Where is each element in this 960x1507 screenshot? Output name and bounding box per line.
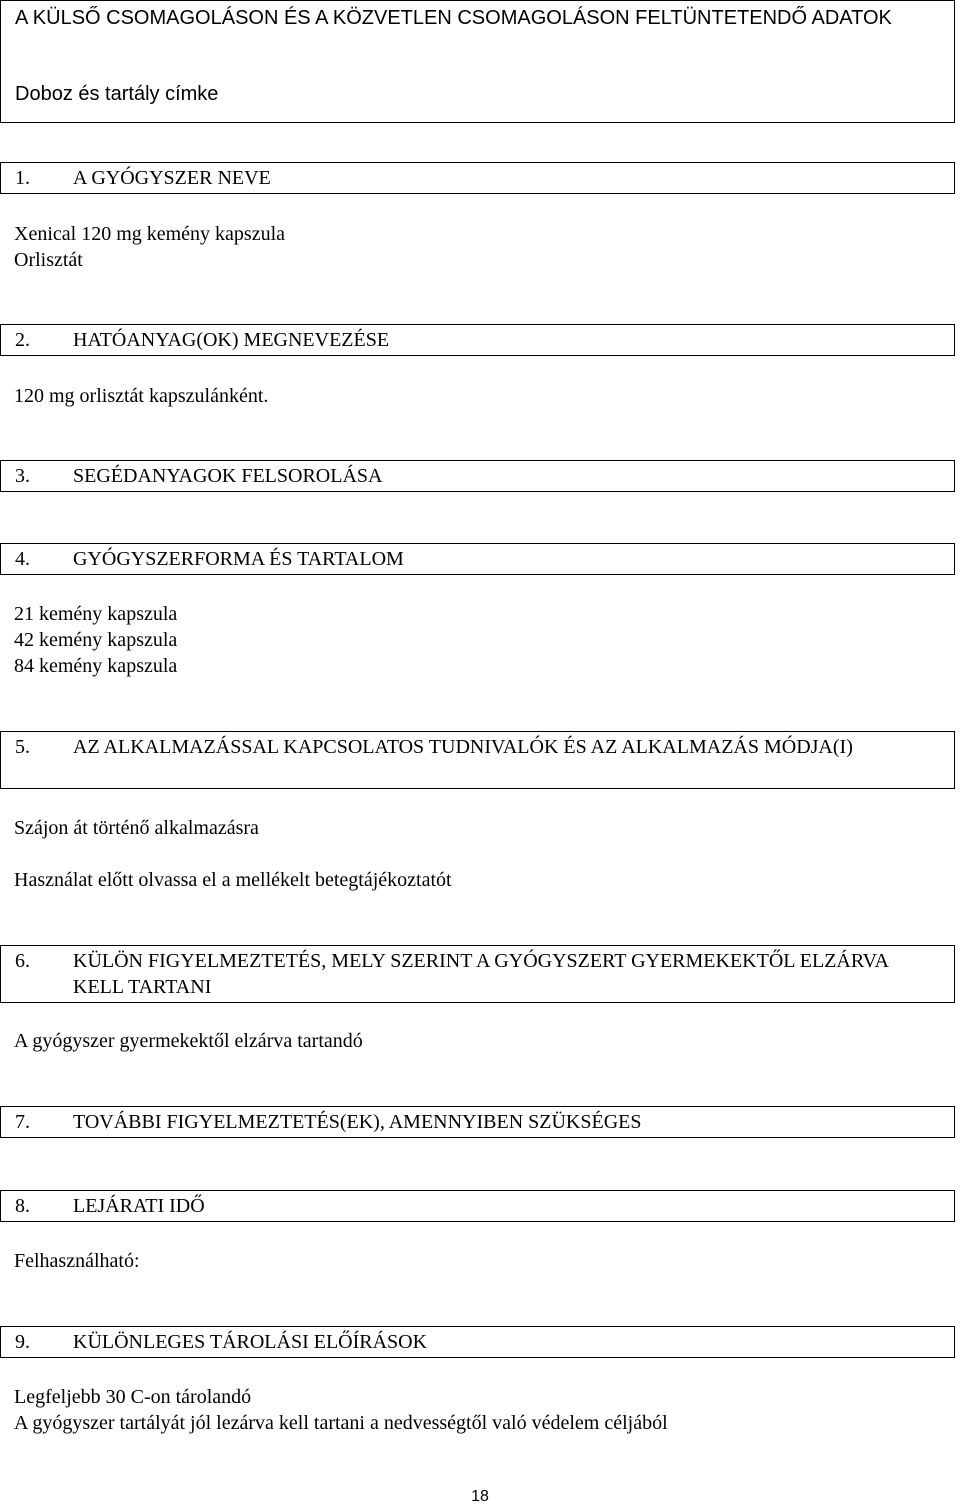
section-9-line-1: Legfeljebb 30 C-on tárolandó bbox=[14, 1386, 252, 1408]
section-number: 9. bbox=[15, 1331, 30, 1353]
section-number: 3. bbox=[15, 465, 30, 487]
section-4-line-3: 84 kemény kapszula bbox=[14, 655, 178, 677]
section-1-header bbox=[0, 162, 955, 194]
section-1-line-1: Xenical 120 mg kemény kapszula bbox=[14, 223, 286, 245]
section-4-line-1: 21 kemény kapszula bbox=[14, 603, 178, 625]
section-5-line-1: Szájon át történő alkalmazásra bbox=[14, 817, 259, 839]
section-number: 2. bbox=[15, 329, 30, 351]
page-number: 18 bbox=[471, 1488, 489, 1505]
section-title: HATÓANYAG(OK) MEGNEVEZÉSE bbox=[73, 329, 390, 351]
section-number: 5. bbox=[15, 736, 30, 758]
section-3-header bbox=[0, 460, 955, 492]
section-title: GYÓGYSZERFORMA ÉS TARTALOM bbox=[73, 548, 404, 570]
section-6-line-1: A gyógyszer gyermekektől elzárva tartandó bbox=[14, 1030, 363, 1052]
section-title: LEJÁRATI IDŐ bbox=[73, 1195, 205, 1217]
section-6-header bbox=[0, 945, 955, 1003]
section-5-header bbox=[0, 731, 955, 789]
section-7-header bbox=[0, 1106, 955, 1138]
section-number: 4. bbox=[15, 548, 30, 570]
section-8-line-1: Felhasználható: bbox=[14, 1250, 140, 1272]
section-title: TOVÁBBI FIGYELMEZTETÉS(EK), AMENNYIBEN SZÜKSÉGES bbox=[73, 1111, 642, 1133]
section-4-line-2: 42 kemény kapszula bbox=[14, 629, 178, 651]
document-subtitle: Doboz és tartály címke bbox=[15, 83, 219, 105]
section-1-line-2: Orlisztát bbox=[14, 249, 83, 271]
section-number: 7. bbox=[15, 1111, 30, 1133]
document-header-box bbox=[0, 0, 955, 123]
document-title: A KÜLSŐ CSOMAGOLÁSON ÉS A KÖZVETLEN CSOMAGOLÁSON FELTÜNTETENDŐ ADATOK bbox=[15, 7, 892, 29]
section-2-line-1: 120 mg orlisztát kapszulánként. bbox=[14, 385, 269, 407]
section-9-header bbox=[0, 1326, 955, 1358]
section-title: KÜLÖNLEGES TÁROLÁSI ELŐÍRÁSOK bbox=[73, 1331, 428, 1353]
section-number: 1. bbox=[15, 167, 30, 189]
section-number: 6. bbox=[15, 950, 30, 972]
section-8-header bbox=[0, 1190, 955, 1222]
section-9-line-2: A gyógyszer tartályát jól lezárva kell tartani a nedvességtől való védelem céljából bbox=[14, 1412, 668, 1434]
section-number: 8. bbox=[15, 1195, 30, 1217]
section-4-header bbox=[0, 543, 955, 575]
section-title: AZ ALKALMAZÁSSAL KAPCSOLATOS TUDNIVALÓK ÉS AZ ALKALMAZÁS MÓDJA(I) bbox=[73, 736, 853, 758]
section-title: KÜLÖN FIGYELMEZTETÉS, MELY SZERINT A GYÓGYSZERT GYERMEKEKTŐL ELZÁRVA KELL TARTANI bbox=[73, 950, 888, 998]
section-2-header bbox=[0, 324, 955, 356]
section-title: A GYÓGYSZER NEVE bbox=[73, 167, 271, 189]
section-title: SEGÉDANYAGOK FELSOROLÁSA bbox=[73, 465, 383, 487]
section-5-line-2: Használat előtt olvassa el a mellékelt betegtájékoztatót bbox=[14, 869, 452, 891]
